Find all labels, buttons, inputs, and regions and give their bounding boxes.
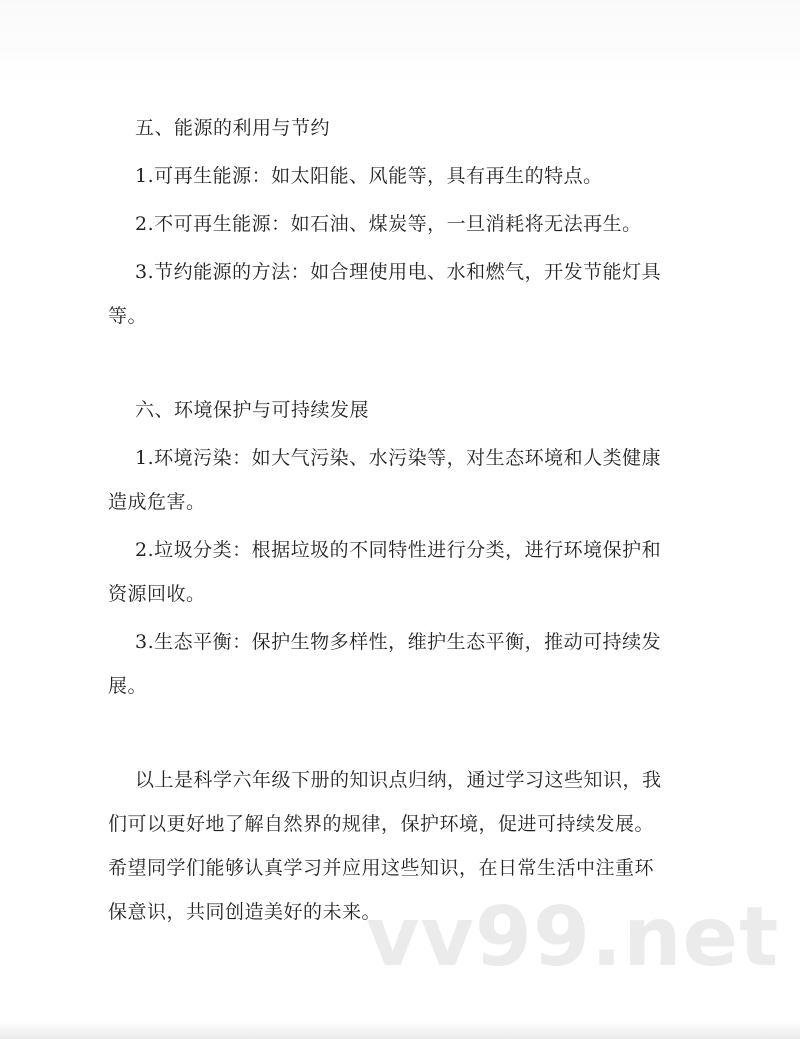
page-bottom-edge xyxy=(0,1022,800,1039)
conclusion-line-4: 保意识，共同创造美好的未来。 xyxy=(108,901,382,923)
list-item-waste-sorting: 2.垃圾分类：根据垃圾的不同特性进行分类，进行环境保护和 xyxy=(135,539,662,561)
conclusion-line-2: 们可以更好地了解自然界的规律，保护环境，促进可持续发展。 xyxy=(108,813,655,835)
list-item-energy-saving-cont: 等。 xyxy=(108,305,148,327)
document-body xyxy=(108,106,708,934)
list-item-renewable: 1.可再生能源：如太阳能、风能等，具有再生的特点。 xyxy=(135,165,603,187)
list-item-ecological-balance-cont: 展。 xyxy=(108,675,148,697)
page-top-shade xyxy=(0,0,800,84)
watermark-text: vv99.net xyxy=(366,890,780,985)
list-item-ecological-balance: 3.生态平衡：保护生物多样性，维护生态平衡，推动可持续发 xyxy=(135,631,662,653)
list-item-waste-sorting-cont: 资源回收。 xyxy=(108,583,206,605)
list-item-pollution-cont: 造成危害。 xyxy=(108,491,206,513)
conclusion-line-1: 以上是科学六年级下册的知识点归纳，通过学习这些知识，我 xyxy=(135,769,662,791)
list-item-nonrenewable: 2.不可再生能源：如石油、煤炭等，一旦消耗将无法再生。 xyxy=(135,213,642,235)
conclusion-line-3: 希望同学们能够认真学习并应用这些知识，在日常生活中注重环 xyxy=(108,857,655,879)
list-item-energy-saving: 3.节约能源的方法：如合理使用电、水和燃气，开发节能灯具 xyxy=(135,261,662,283)
list-item-pollution: 1.环境污染：如大气污染、水污染等，对生态环境和人类健康 xyxy=(135,447,662,469)
section-heading-energy: 五、能源的利用与节约 xyxy=(135,117,331,139)
section-heading-environment: 六、环境保护与可持续发展 xyxy=(135,399,370,421)
